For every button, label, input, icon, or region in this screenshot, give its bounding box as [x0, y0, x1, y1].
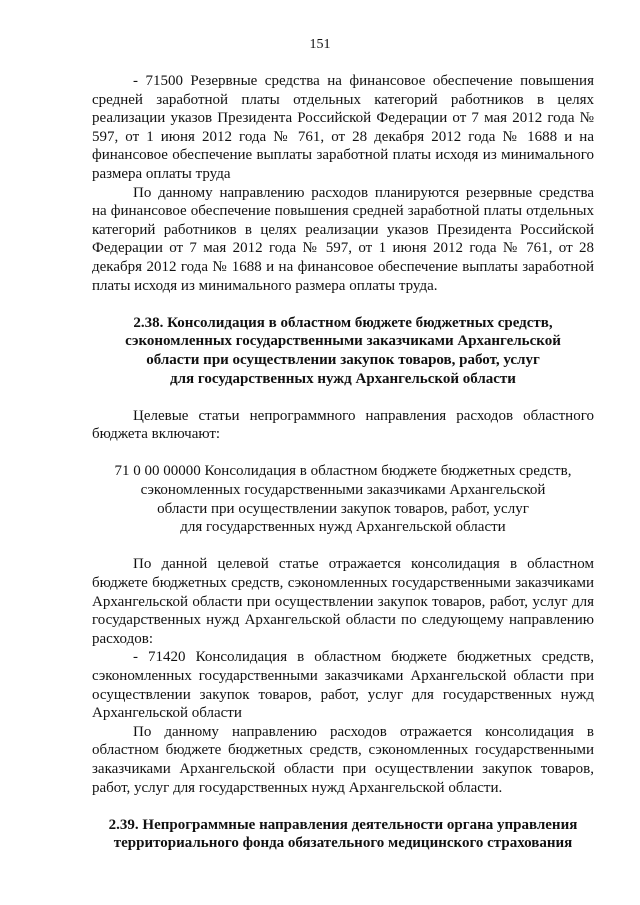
heading-line: 2.38. Консолидация в областном бюджете бюджетных средств,	[133, 314, 553, 331]
document-body	[92, 72, 594, 853]
paragraph-consolidation-71420: - 71420 Консолидация в областном бюджете бюджетных средств, сэкономленных государственными заказчиками Архангельской области при осуществлении закупок товаров, работ, услуг для государственных нужд Архангельской области	[92, 649, 594, 722]
target-article-line: области при осуществлении закупок товаров, работ, услуг	[157, 500, 529, 517]
heading-line: для государственных нужд Архангельской области	[170, 370, 516, 387]
page-number: 151	[309, 37, 331, 52]
paragraph-consolidation-detail: По данному направлению расходов отражается консолидация в областном бюджете бюджетных средств, сэкономленных государственными заказчиками Архангельской области при осуществлении закупок товаров, работ, услуг для государственных нужд Архангельской области.	[92, 723, 594, 796]
heading-line: территориального фонда обязательного медицинского страхования	[113, 835, 573, 852]
target-article-71-0-00-00000	[92, 462, 594, 536]
target-article-line: сэкономленных государственными заказчиками Архангельской	[140, 482, 546, 499]
heading-line: сэкономленных государственными заказчиками Архангельской	[125, 333, 561, 350]
target-article-line: 71 0 00 00000 Консолидация в областном бюджете бюджетных средств,	[114, 463, 572, 480]
paragraph-reserve-funds-71500: - 71500 Резервные средства на финансовое обеспечение повышения средней заработной платы отдельных категорий работников в целях реализации указов Президента Российской Федерации от 7 мая 2012 года № 597, от 1 июня 2012 года № 761, от 28 декабря 2012 года № 1688 и на финансовое обеспечение выплаты заработной платы исходя из минимального размера оплаты труда	[92, 73, 594, 182]
heading-line: области при осуществлении закупок товаров, работ, услуг	[146, 351, 540, 368]
section-heading-2-38	[92, 314, 594, 388]
heading-line: 2.39. Непрограммные направления деятельности органа управления	[108, 816, 578, 833]
target-article-line: для государственных нужд Архангельской области	[180, 519, 506, 536]
paragraph-reserve-funds-description: По данному направлению расходов планируются резервные средства на финансовое обеспечение повышения средней заработной платы отдельных категорий работников в целях реализации указов Президента Российской Федерации от 7 мая 2012 года № 597, от 1 июня 2012 года № 761, от 28 декабря 2012 года № 1688 и на финансовое обеспечение выплаты заработной платы исходя из минимального размера оплаты труда.	[92, 184, 594, 294]
paragraph-target-articles-intro: Целевые статьи непрограммного направления расходов областного бюджета включают:	[92, 407, 594, 443]
section-heading-2-39	[92, 816, 594, 853]
paragraph-consolidation-description: По данной целевой статье отражается консолидация в областном бюджете бюджетных средств, сэкономленных государственными заказчиками Архангельской области при осуществлении закупок товаров, работ, услуг для государственных нужд Архангельской области по следующему направлению расходов:	[92, 556, 594, 647]
